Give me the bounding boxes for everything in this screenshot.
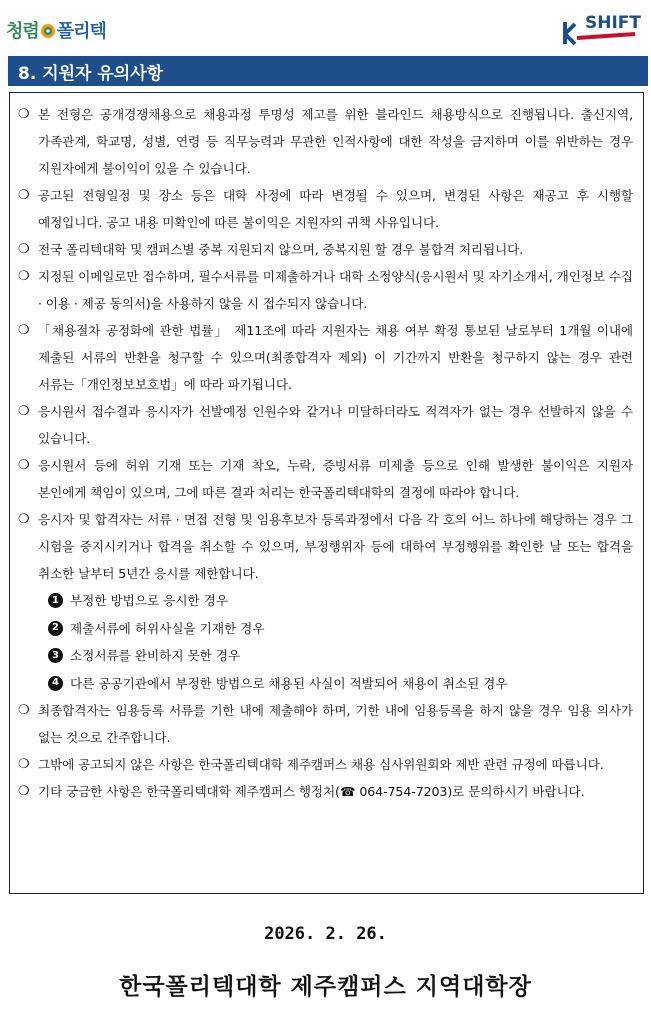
sub-item xyxy=(18,615,633,643)
circle-bullet-icon: ❍ xyxy=(18,703,30,718)
sub-item xyxy=(18,670,633,698)
logo-text-part1: 청렴 xyxy=(6,21,39,42)
notice-box xyxy=(9,92,644,894)
notice-item: ❍ 공고된 전형일정 및 장소 등은 대학 사정에 따라 변경될 수 있으며, 변경된 사항은 재공고 후 시행할 예정입니다. 공고 내용 미확인에 따른 불이익은 지원자의 귀책 사유입니다. xyxy=(18,182,633,236)
logo-swoosh xyxy=(577,34,635,38)
notice-item: ❍ 최종합격자는 임용등록 서류를 기한 내에 제출해야 하며, 기한 내에 임용등록을 하지 않을 경우 임용 의사가 없는 것으로 간주합니다. xyxy=(18,697,633,751)
sub-item-number: 1 xyxy=(48,593,63,608)
notice-item: ❍ 그밖에 공고되지 않은 사항은 한국폴리텍대학 제주캠퍼스 채용 심사위원회와 제반 관련 규정에 따릅니다. xyxy=(18,751,633,778)
notice-item: ❍ 응시원서 등에 허위 기재 또는 기재 착오, 누락, 증빙서류 미제출 등으로 인해 발생한 불이익은 지원자 본인에게 책임이 있으며, 그에 따른 결과 처리는 한국폴리텍대학의 결정에 따라야 합니다. xyxy=(18,452,633,506)
sub-item-number: 3 xyxy=(48,648,63,663)
notice-item: ❍ 응시원서 접수결과 응시자가 선발예정 인원수와 같거나 미달하더라도 적격자가 없는 경우 선발하지 않을 수 있습니다. xyxy=(18,398,633,452)
signatory: 한국폴리텍대학 제주캠퍼스 지역대학장 xyxy=(119,973,532,1000)
circle-bullet-icon: ❍ xyxy=(18,757,30,772)
circle-bullet-icon: ❍ xyxy=(18,458,30,473)
circle-bullet-icon: ❍ xyxy=(18,404,30,419)
section-title: 8. 지원자 유의사항 xyxy=(18,63,164,84)
sub-item-number: 4 xyxy=(48,676,63,691)
cheongryeom-polytech-logo xyxy=(6,12,106,48)
logo-shift-text: SHIFT xyxy=(585,13,641,33)
notice-item: ❍ 응시자 및 합격자는 서류 · 면접 전형 및 임용후보자 등록과정에서 다음 각 호의 어느 하나에 해당하는 경우 그 시험을 중지시키거나 합격을 취소할 수 있으며, 부정행위자 등에 대하여 부정행위를 확인한 날 또는 합격을 취소한 날부터 5년간 응시를 제한합니다. xyxy=(18,506,633,587)
circle-bullet-icon: ❍ xyxy=(18,188,30,203)
notice-item: ❍ 기타 궁금한 사항은 한국폴리텍대학 제주캠퍼스 행정처(☎ 064-754-7203)로 문의하시기 바랍니다. xyxy=(18,778,633,805)
section-title-bar xyxy=(8,56,648,86)
sub-item xyxy=(18,642,633,670)
notice-item: ❍ 본 전형은 공개경쟁채용으로 채용과정 투명성 제고를 위한 블라인드 채용방식으로 진행됩니다. 출신지역, 가족관계, 학교명, 성별, 연령 등 직무능력과 무관한 인적사항에 대한 작성을 금지하며 이를 위반하는 경우 지원자에게 불이익이 있을 수 있습니다. xyxy=(18,101,633,182)
circle-bullet-icon: ❍ xyxy=(18,107,30,122)
notice-item: ❍ 「채용절차 공정화에 관한 법률」 제11조에 따라 지원자는 채용 여부 확정 통보된 날로부터 1개월 이내에 제출된 서류의 반환을 청구할 수 있으며(최종합격자 제외) 이 기간까지 반환을 청구하지 않는 경우 관련 서류는「개인정보보호법」에 따라 파기됩니다. xyxy=(18,317,633,398)
globe-icon xyxy=(40,23,56,39)
sub-item xyxy=(18,587,633,615)
sub-item-text: 제출서류에 허위사실을 기재한 경우 xyxy=(70,620,265,636)
sub-item-text: 부정한 방법으로 응시한 경우 xyxy=(70,593,228,608)
circle-bullet-icon: ❍ xyxy=(18,512,30,527)
notice-item: ❍ 전국 폴리텍대학 및 캠퍼스별 중복 지원되지 않으며, 중복지원 할 경우 불합격 처리됩니다. xyxy=(18,236,633,263)
circle-bullet-icon: ❍ xyxy=(18,784,30,799)
circle-bullet-icon: ❍ xyxy=(18,242,30,257)
document-date: 2026. 2. 26. xyxy=(264,924,387,944)
logo-k-mark xyxy=(565,22,575,44)
circle-bullet-icon: ❍ xyxy=(18,323,30,338)
sub-item-text: 다른 공공기관에서 부정한 방법으로 채용된 사실이 적발되어 채용이 취소된 경우 xyxy=(70,675,508,691)
notice-item: ❍ 지정된 이메일로만 접수하며, 필수서류를 미제출하거나 대학 소정양식(응시원서 및 자기소개서, 개인정보 수집 · 이용 · 제공 동의서)을 사용하지 않을 시 접수되지 않습니다. xyxy=(18,263,633,317)
sub-item-text: 소정서류를 완비하지 못한 경우 xyxy=(70,648,241,663)
circle-bullet-icon: ❍ xyxy=(18,269,30,284)
sub-item-number: 2 xyxy=(48,621,63,636)
logo-text-part2: 폴리텍 xyxy=(56,21,106,42)
k-shift-logo xyxy=(561,10,641,48)
